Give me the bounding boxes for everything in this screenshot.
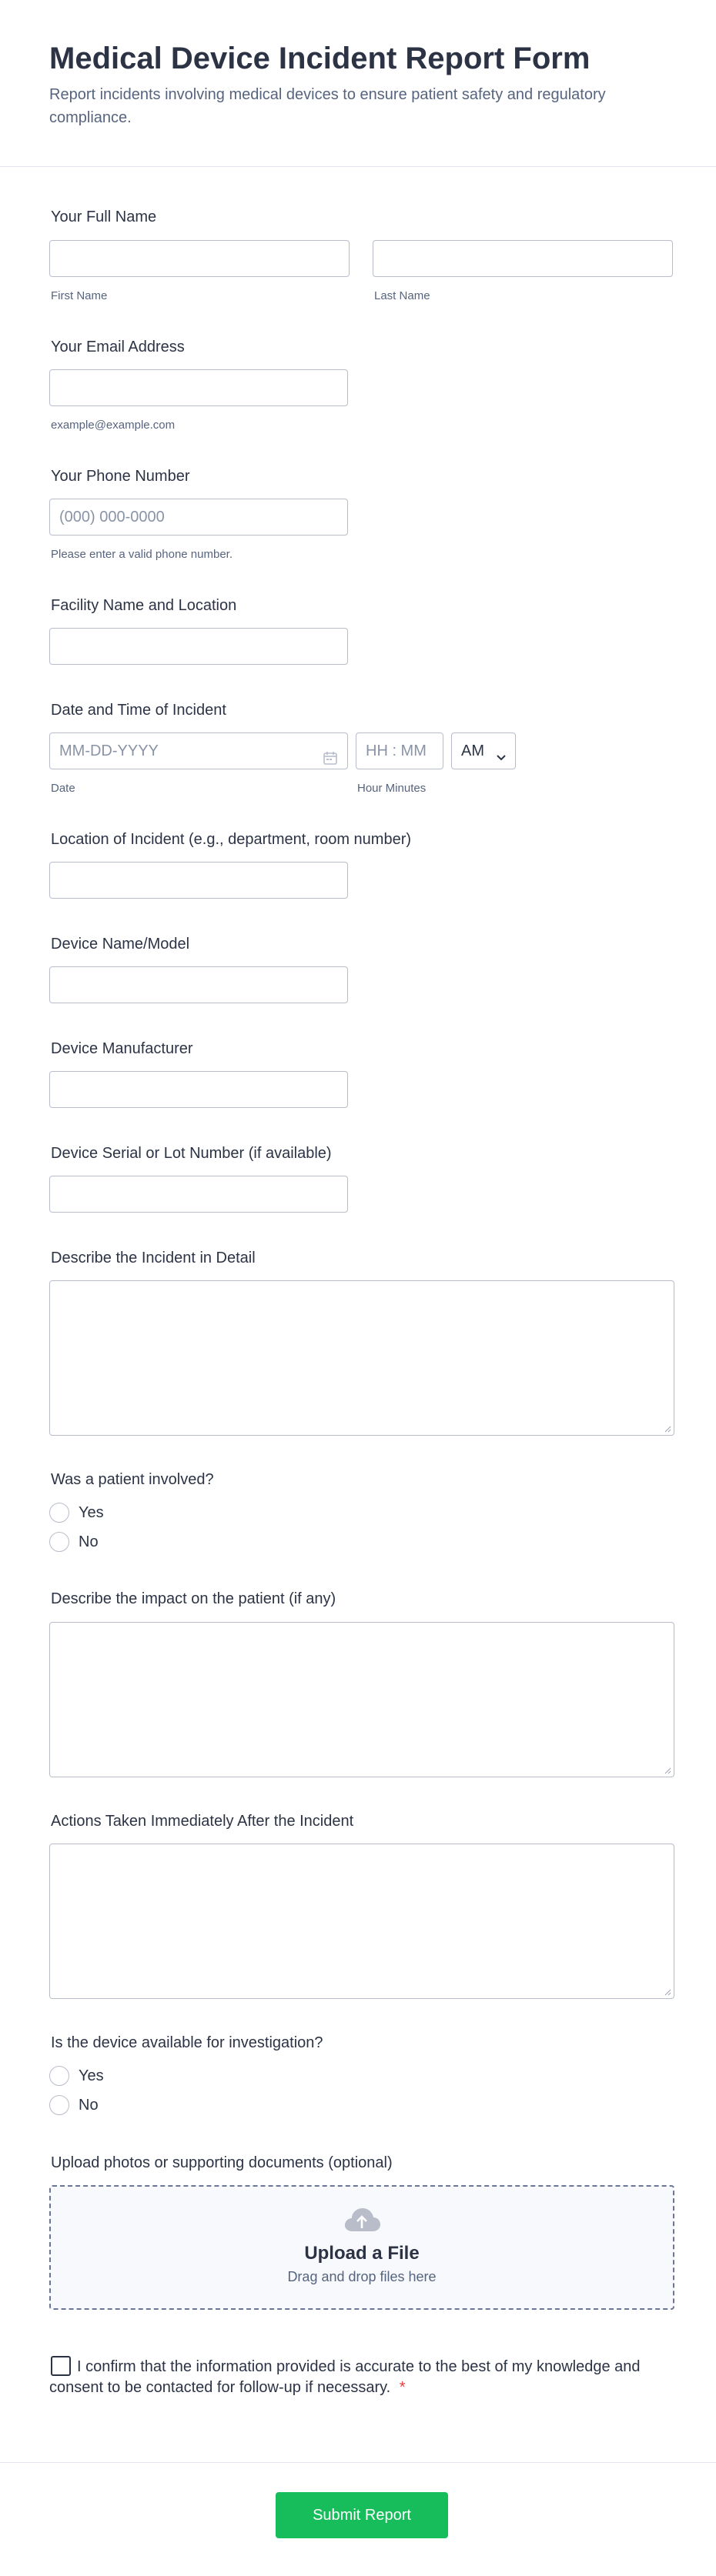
required-mark: * [399,2379,406,2396]
actions-textarea[interactable] [49,1844,674,1999]
serial-input[interactable] [49,1176,348,1213]
describe-textarea[interactable] [49,1280,674,1436]
page-subtitle: Report incidents involving medical devices to ensure patient safety and regulatory compliance. [49,86,606,126]
email-input[interactable] [49,369,348,406]
device-available-option-no[interactable] [49,2095,99,2115]
facility-label: Facility Name and Location [51,597,237,614]
time-input[interactable]: HH : MM [356,732,443,769]
form-footer [0,2462,716,2576]
radio-button[interactable] [49,1503,69,1523]
ampm-value: AM [461,742,484,759]
radio-label: Yes [79,1503,104,1521]
calendar-icon[interactable] [323,743,338,779]
radio-label: No [79,1533,99,1550]
actions-label: Actions Taken Immediately After the Incident [51,1813,354,1830]
upload-label: Upload photos or supporting documents (optional) [51,2154,393,2171]
facility-input[interactable] [49,628,348,665]
last-name-sublabel: Last Name [374,289,430,302]
radio-button[interactable] [49,2095,69,2115]
page-title: Medical Device Incident Report Form [49,42,591,75]
resize-handle-icon[interactable] [664,1425,671,1433]
date-sublabel: Date [51,782,75,795]
device-name-input[interactable] [49,966,348,1003]
first-name-input[interactable] [49,240,350,277]
resize-handle-icon[interactable] [664,1988,671,1996]
last-name-input[interactable] [373,240,673,277]
patient-involved-option-yes[interactable] [49,1503,104,1523]
location-input[interactable] [49,862,348,899]
radio-button[interactable] [49,2066,69,2086]
email-sublabel: example@example.com [51,419,176,432]
submit-report-button[interactable]: Submit Report [276,2492,448,2538]
manufacturer-input[interactable] [49,1071,348,1108]
radio-button[interactable] [49,1532,69,1552]
consent-block [49,2356,650,2398]
radio-label: Yes [79,2067,104,2084]
device-available-label: Is the device available for investigation? [51,2034,323,2051]
form-header [0,0,716,167]
cloud-upload-icon [51,2207,673,2237]
device-name-label: Device Name/Model [51,936,190,953]
time-sublabel: Hour Minutes [357,782,427,795]
phone-sublabel: Please enter a valid phone number. [51,548,233,561]
patient-involved-label: Was a patient involved? [51,1471,214,1488]
phone-label: Your Phone Number [51,468,190,485]
location-label: Location of Incident (e.g., department, room number) [51,831,412,848]
upload-subtitle: Drag and drop files here [287,2269,437,2284]
radio-label: No [79,2096,99,2114]
first-name-sublabel: First Name [51,289,108,302]
phone-input[interactable]: (000) 000-0000 [49,499,348,536]
consent-text: I confirm that the information provided is accurate to the best of my knowledge and consent to be contacted for follow-up if necessary. [49,2358,641,2396]
manufacturer-label: Device Manufacturer [51,1040,193,1057]
consent-checkbox[interactable] [51,2356,71,2376]
upload-title: Upload a File [304,2243,420,2264]
describe-label: Describe the Incident in Detail [51,1250,256,1266]
device-available-option-yes[interactable] [49,2066,104,2086]
patient-involved-option-no[interactable] [49,1532,99,1552]
full-name-label: Your Full Name [51,209,157,225]
resize-handle-icon[interactable] [664,1767,671,1774]
impact-label: Describe the impact on the patient (if any) [51,1590,336,1607]
date-placeholder: MM-DD-YYYY [59,742,159,759]
datetime-label: Date and Time of Incident [51,702,226,719]
upload-dropzone[interactable] [49,2185,674,2310]
date-input[interactable] [49,732,348,769]
impact-textarea[interactable] [49,1622,674,1777]
serial-label: Device Serial or Lot Number (if available) [51,1145,332,1162]
email-label: Your Email Address [51,339,185,355]
chevron-down-icon [495,742,507,778]
ampm-select[interactable] [451,732,516,769]
